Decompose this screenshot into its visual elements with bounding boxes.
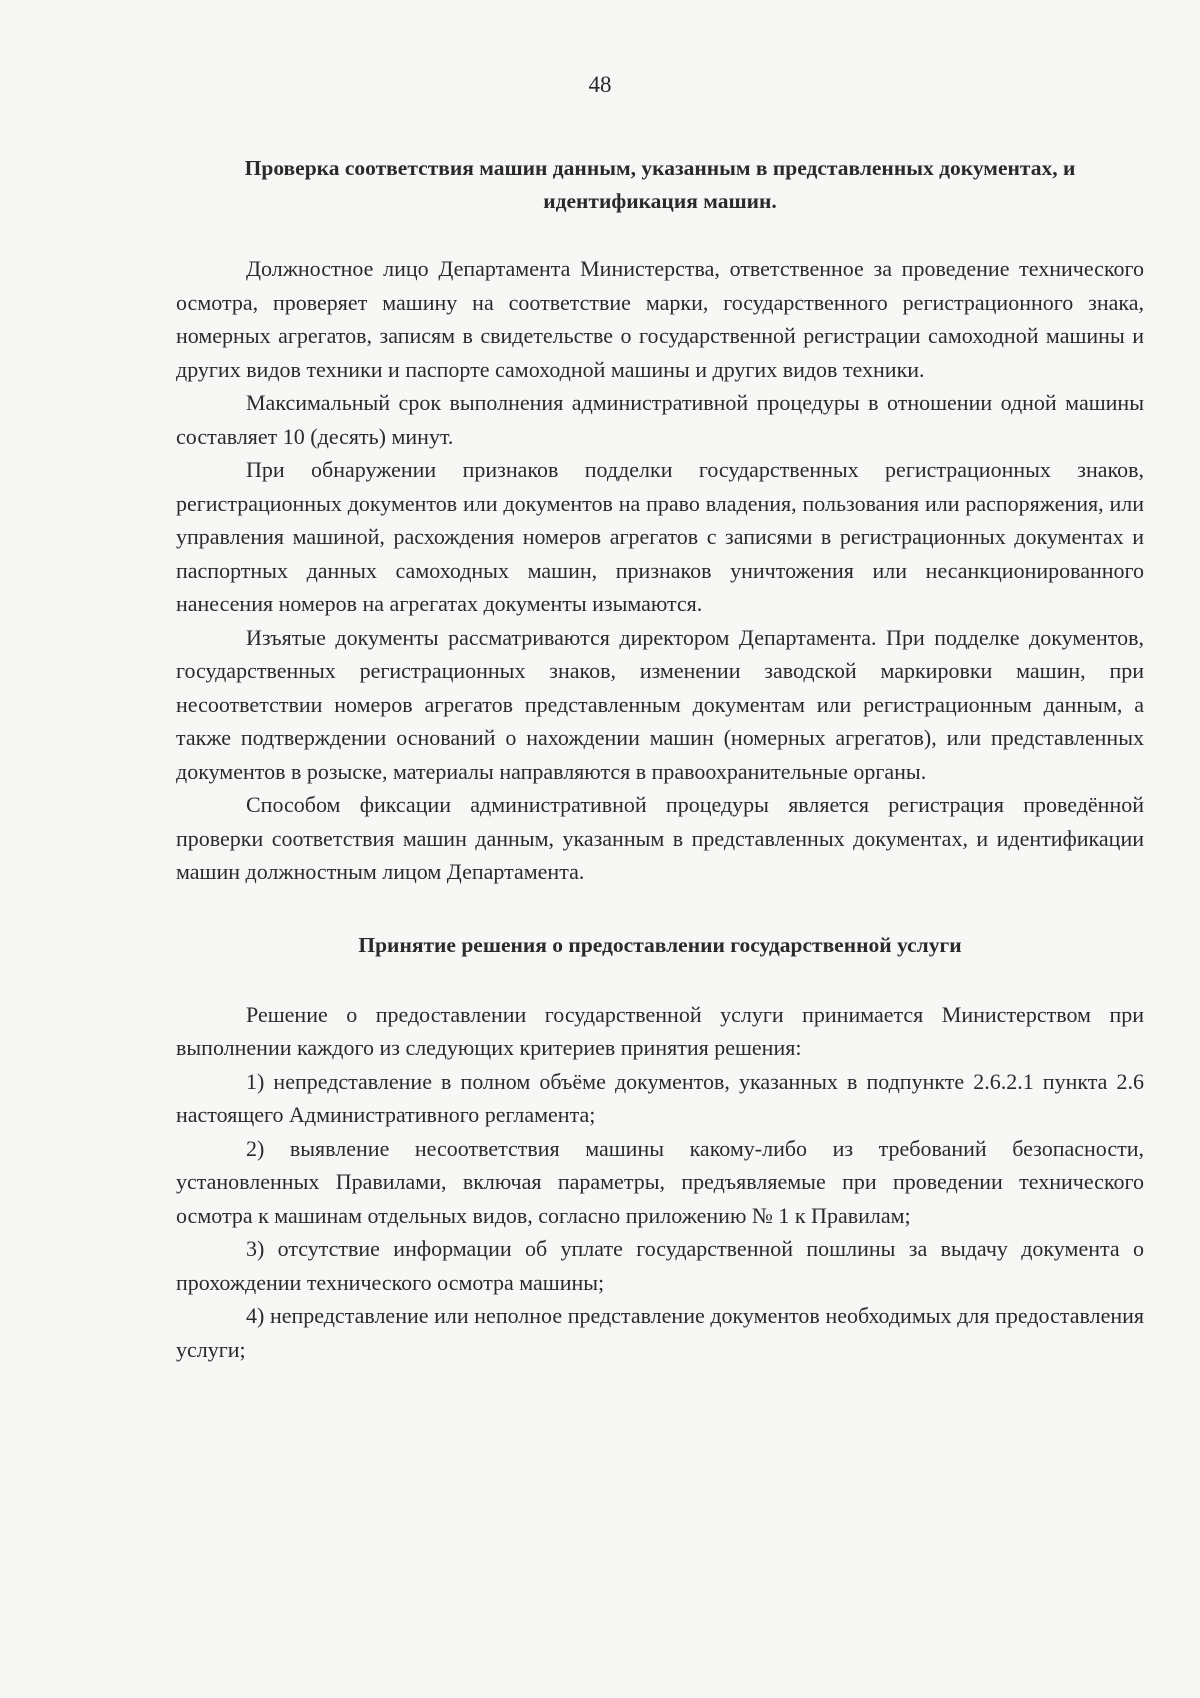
paragraph: Способом фиксации административной процедуры является регистрация проведённой проверки соответствия машин данным, указанным в представленных документах, и идентификации машин должностным лицом Департамента. (176, 792, 1144, 884)
paragraph: Решение о предоставлении государственной услуги принимается Министерством при выполнении каждого из следующих критериев принятия решения: (176, 1001, 1144, 1060)
section-heading-decision: Принятие решения о предоставлении государственной услуги (358, 932, 962, 957)
section-body-verification (176, 252, 1144, 889)
document-body (176, 152, 1144, 1366)
page-number: 48 (588, 72, 612, 97)
paragraph: Максимальный срок выполнения административной процедуры в отношении одной машины составляет 10 (десять) минут. (176, 390, 1144, 449)
list-item: 1) непредставление в полном объёме документов, указанных в подпункте 2.6.2.1 пункта 2.6 настоящего Административного регламента; (176, 1068, 1144, 1127)
paragraph: Изъятые документы рассматриваются директором Департамента. При подделке документов, государственных регистрационных знаков, изменении заводской маркировки машин, при несоответствии номеров агрегатов представленным документам или регистрационным данным, а также подтверждении оснований о нахождении машин (номерных агрегатов), или представленных документов в розыске, материалы направляются в правоохранительные органы. (176, 624, 1144, 784)
section-body-decision (176, 998, 1144, 1367)
list-item: 3) отсутствие информации об уплате государственной пошлины за выдачу документа о прохождении технического осмотра машины; (176, 1236, 1144, 1295)
list-item: 4) непредставление или неполное представление документов необходимых для предоставления услуги; (176, 1303, 1144, 1362)
paragraph: При обнаружении признаков подделки государственных регистрационных знаков, регистрационных документов или документов на право владения, пользования или распоряжения, или управления машиной, расхождения номеров агрегатов с записями в регистрационных документах и паспортных данных самоходных машин, признаков уничтожения или несанкционированного нанесения номеров на агрегатах документы изымаются. (176, 457, 1144, 616)
section-heading-verification: Проверка соответствия машин данным, указанным в представленных документах, и идентификация машин. (244, 156, 1076, 213)
paragraph: Должностное лицо Департамента Министерства, ответственное за проведение технического осмотра, проверяет машину на соответствие марки, государственного регистрационного знака, номерных агрегатов, записям в свидетельстве о государственной регистрации самоходной машины и других видов техники и паспорте самоходной машины и других видов техники. (176, 256, 1144, 382)
list-item: 2) выявление несоответствия машины какому-либо из требований безопасности, установленных Правилами, включая параметры, предъявляемые при проведении технического осмотра к машинам отдельных видов, согласно приложению № 1 к Правилам; (176, 1135, 1144, 1228)
